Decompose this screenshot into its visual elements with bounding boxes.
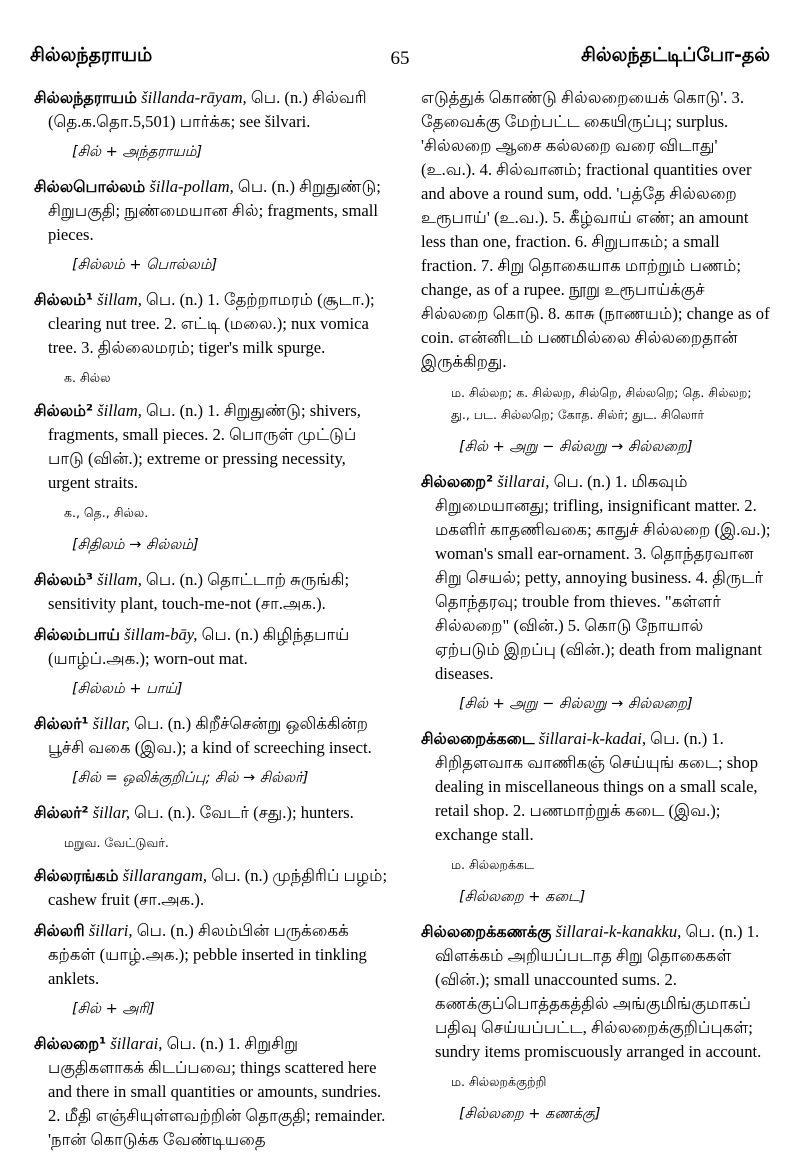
definition: பெ. (n.) சில்வரி (தெ.க.தொ.5,501) பார்க்க; see šilvari. [48,88,367,131]
transliteration: šilla-pollam, [149,177,234,196]
left-column [34,86,392,1159]
cognate-note: க. சில்ல [64,370,111,385]
transliteration: šillar, [92,803,130,822]
page-header [30,36,770,70]
right-column [421,86,771,1137]
headword: சில்லந்தராயம் [34,88,137,107]
etymology: [சில் + அந்தராயம்] [72,144,203,160]
etymology: [சில் + அரி] [72,1001,155,1017]
transliteration: šillar, [92,714,130,733]
dictionary-entry [421,470,771,715]
etymology: [சில்லம் + பொல்லம்] [72,257,218,273]
transliteration: šillanda-rāyam, [141,88,247,107]
headword: சில்லம்பாய் [34,625,120,644]
continued-definition: எடுத்துக் கொண்டு சில்லறையைக் கொடு'. 3. தேவைக்கு மேற்பட்ட கையிருப்பு; surplus. 'சில்லறை ஆசை கல்லறை வரை விடாது' (உ.வ.). 4. சில்வானம்; fractional quantities over and above a round sum, odd. 'பத்தே சில்லறை உரூபாய்' (உ.வ.). 5. கீழ்வாய் எண்; an amount less than one, fraction. 6. சிறுபாகம்; a small fraction. 7. சிறு தொகையாக மாற்றும் பணம்; change, as of a rupee. நூறு உரூபாய்க்குச் சில்லறை கொடு. 8. காசு (நாணயம்); change as of coin. என்னிடம் பணமில்லை சில்லறைதான் இருக்கிறது. [421,88,770,371]
page-number: 65 [390,48,410,69]
cognate-note: ம. சில்லறக்கட [451,857,534,872]
dictionary-entry [34,568,392,616]
dictionary-entry [34,864,392,912]
transliteration: šillam, [97,401,142,420]
definition: பெ. (n.) சிறுதுண்டு; சிறுபகுதி; நுண்மையான சில்; fragments, small pieces. [48,177,381,244]
etymology: [சில் + அறு − சில்லறு → சில்லறை] [459,439,693,455]
definition: பெ. (n.) முந்திரிப் பழம்; cashew fruit (சா.அக.). [48,866,388,909]
etymology: [சில்லறை + கணக்கு] [459,1106,601,1122]
dictionary-entry [34,175,392,276]
definition: பெ. (n.) கிழிந்தபாய் (யாழ்ப்.அக.); worn-out mat. [48,625,350,668]
headword: சில்லறை¹ [34,1034,107,1053]
transliteration: šillarai, [110,1034,163,1053]
definition: பெ. (n.) 1. சிறுதுண்டு; shivers, fragments, small pieces. 2. பொருள் முட்டுப் பாடு (வின்.); extreme or pressing necessity, urgent straits. [48,401,361,492]
headword: சில்லர்¹ [34,714,89,733]
headword: சில்லறைக்கணக்கு [421,922,552,941]
etymology: [சில்லறை + கடை] [459,889,586,905]
cognate-note: ம. சில்லற; க. சில்லற, சில்றெ, சில்லறெ; தெ. சில்லற; து., பட. சில்லறெ; கோத. சில்ர்; துட. சிலொர் [451,385,752,422]
dictionary-entry [34,801,392,854]
etymology: [சிதிலம் → சில்லம்] [72,537,199,553]
transliteration: šillarai, [497,472,550,491]
transliteration: šillam, [97,290,142,309]
headword: சில்லபொல்லம் [34,177,146,196]
cognate-note: ம. சில்லறக்குற்றி [451,1074,547,1089]
definition: பெ. (n.). வேடர் (சது.); hunters. [134,803,354,822]
etymology: [சில்லம் + பாய்] [72,681,183,697]
transliteration: šillarai-k-kanakku, [555,922,682,941]
headword: சில்லம்² [34,401,93,420]
dictionary-entry [34,399,392,556]
running-head-right: சில்லந்தட்டிப்போ-தல் [581,44,770,66]
dictionary-entry [34,712,392,789]
dictionary-entry [34,288,392,389]
dictionary-entry [34,86,392,163]
running-head-left: சில்லந்தராயம் [30,44,153,66]
headword: சில்லரி [34,921,85,940]
transliteration: šillarai-k-kadai, [538,729,647,748]
synonym-note: மறுவ. வேட்டுவர். [64,835,169,850]
definition: பெ. (n.) தொட்டாற் சுருங்கி; sensitivity plant, touch-me-not (சா.அக.). [48,570,350,613]
dictionary-entry [34,919,392,1020]
transliteration: šillam-bāy, [124,625,198,644]
headword: சில்லம்³ [34,570,93,589]
definition: பெ. (n.) 1. மிகவும் சிறுமையானது; trifling, insignificant matter. 2. மகளிர் காதணிவகை; காதுச் சில்லறை (இ.வ.); woman's small ear-ornament. 3. தொந்தரவான சிறு செயல்; petty, annoying business. 4. திருடர் தொந்தரவு; trouble from thieves. "கள்ளர் சில்லறை" (வின்.) 5. கொடு நோயால் ஏற்படும் இறப்பு (வின்.); death from malignant diseases. [435,472,771,683]
headword: சில்லம்¹ [34,290,93,309]
transliteration: šillarangam, [122,866,208,885]
definition: பெ. (n.) சிலம்பின் பருக்கைக் கற்கள் (யாழ்.அக.); pebble inserted in tinkling anklets. [48,921,367,988]
definition: பெ. (n.) 1. சிறுசிறு பகுதிகளாகக் கிடப்பவை; things scattered here and there in small quantities or amounts, sundries. 2. மீதி எஞ்சியுள்ளவற்றின் தொகுதி; remainder. 'நான் கொடுக்க வேண்டியதை [48,1034,386,1149]
headword: சில்லர்² [34,803,89,822]
dictionary-entry [34,623,392,700]
transliteration: šillari, [88,921,133,940]
dictionary-entry [421,727,771,908]
etymology: [சில் + அறு − சில்லறு → சில்லறை] [459,696,693,712]
cognate-note: க., தெ., சில்ல. [64,505,149,520]
dictionary-entry [421,920,771,1125]
definition: பெ. (n.) கிறீச்சென்று ஒலிக்கின்ற பூச்சி வகை (இவ.); a kind of screeching insect. [48,714,372,757]
definition: பெ. (n.) 1. தேற்றாமரம் (சூடா.); clearing nut tree. 2. எட்டி (மலை.); nux vomica tree. 3. தில்லைமரம்; tiger's milk spurge. [48,290,375,357]
definition: பெ. (n.) 1. சிறிதளவாக வாணிகஞ் செய்யுங் கடை; shop dealing in miscellaneous things on a small scale, retail shop. 2. பணமாற்றுக் கடை (இவ.); exchange stall. [435,729,759,844]
dictionary-entry [34,1032,392,1152]
headword: சில்லரங்கம் [34,866,119,885]
headword: சில்லறைக்கடை [421,729,535,748]
definition: பெ. (n.) 1. விளக்கம் அறியப்படாத சிறு தொகைகள் (வின்.); small unaccounted sums. 2. கணக்குப்பொத்தகத்தில் அங்குமிங்குமாகப் பதிவு செய்யப்பட்ட, சில்லறைக்குறிப்புகள்; sundry items promiscuously arranged in account. [435,922,762,1061]
headword: சில்லறை² [421,472,494,491]
etymology: [சில் = ஒலிக்குறிப்பு; சில் → சில்லர்] [72,770,309,786]
transliteration: šillam, [97,570,142,589]
